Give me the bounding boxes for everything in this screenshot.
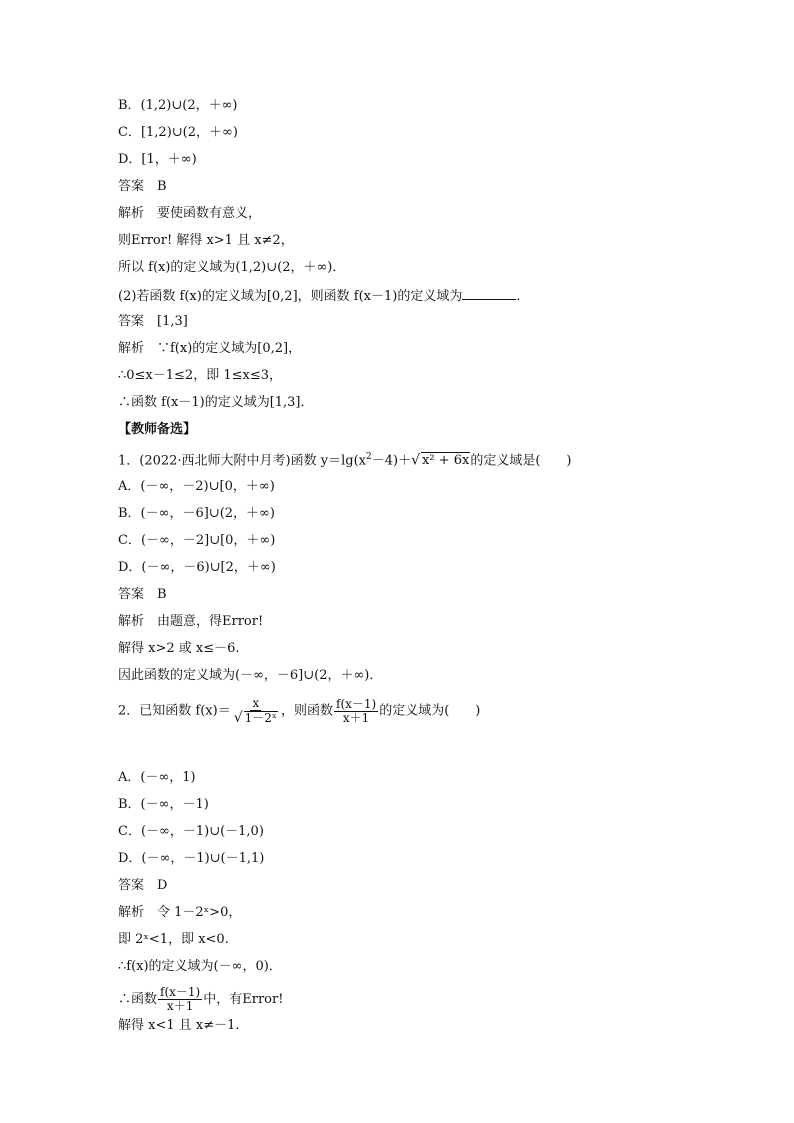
- option-d: D．[1，＋∞): [118, 152, 197, 167]
- question-2: [118, 287, 529, 305]
- analysis-text: ∴函数: [118, 992, 158, 1007]
- answer: 答案 [1,3]: [118, 314, 188, 329]
- problem-text: 2．已知函数 f(x)＝: [118, 703, 231, 719]
- analysis-line: 所以 f(x)的定义域为(1,2)∪(2，＋∞)．: [118, 260, 346, 275]
- denominator: x＋1: [166, 999, 194, 1013]
- numerator: f(x－1): [336, 696, 377, 711]
- analysis: 解析 要使函数有意义，: [118, 206, 262, 221]
- problem-2: [118, 697, 480, 725]
- analysis-line: 解得 x<1 且 x≠－1.: [118, 1018, 240, 1033]
- sqrt-sign: √: [233, 710, 243, 726]
- denominator: x＋1: [342, 710, 370, 725]
- problem-text: 1．(2022·西北师大附中月考)函数 y＝lg(x: [118, 453, 366, 469]
- question-end: ．: [516, 289, 530, 304]
- answer: 答案 B: [118, 179, 167, 194]
- analysis-line: 即 2ˣ<1，即 x<0.: [118, 932, 229, 947]
- sqrt-sign: √: [411, 452, 420, 469]
- answer: 答案 B: [118, 587, 167, 602]
- option-d: D．(－∞，－6)∪[2，＋∞): [118, 560, 276, 575]
- analysis-line: ∴0≤x－1≤2，即 1≤x≤3，: [118, 368, 282, 383]
- denominator: [232, 711, 280, 725]
- fraction: [158, 986, 202, 1013]
- analysis-line: ∴函数 f(x－1)的定义域为[1,3]．: [118, 395, 314, 410]
- analysis: 解析 ∵f(x)的定义域为[0,2]，: [118, 341, 302, 356]
- option-c: C．[1,2)∪(2，＋∞): [118, 125, 238, 140]
- section-heading: 【教师备选】: [118, 422, 197, 437]
- analysis-line: 则Error! 解得 x>1 且 x≠2，: [118, 233, 294, 248]
- analysis-line: [118, 986, 283, 1013]
- fraction: [232, 697, 280, 725]
- option-d: D．(－∞，－1)∪(－1,1): [118, 851, 265, 866]
- option-a: A．(－∞，1): [118, 770, 196, 785]
- fraction: [334, 698, 378, 725]
- numerator: f(x－1): [160, 985, 201, 999]
- radicand: 1－2ˣ: [244, 711, 277, 725]
- problem-text: －4)＋: [371, 453, 412, 469]
- answer: 答案 D: [118, 878, 168, 893]
- problem-text: 的定义域是( ): [470, 453, 572, 469]
- analysis: 解析 令 1－2ˣ>0，: [118, 905, 242, 920]
- analysis-line: ∴f(x)的定义域为(－∞，0)．: [118, 959, 282, 974]
- option-c: C．(－∞，－2]∪[0，＋∞): [118, 533, 276, 548]
- analysis: 解析 由题意，得Error!: [118, 614, 264, 629]
- analysis-text: 中，有Error!: [203, 992, 284, 1007]
- answer-blank: [462, 287, 516, 300]
- option-b: B．(－∞，－6]∪(2，＋∞): [118, 506, 275, 521]
- option-b: B．(－∞，－1): [118, 797, 209, 812]
- superscript: 2: [366, 452, 372, 462]
- option-b: B．(1,2)∪(2，＋∞): [118, 98, 238, 113]
- analysis-line: 因此函数的定义域为(－∞，－6]∪(2，＋∞)．: [118, 668, 383, 683]
- option-c: C．(－∞，－1)∪(－1,0): [118, 824, 264, 839]
- numerator: x: [252, 696, 260, 710]
- problem-text: ，则函数: [280, 703, 333, 719]
- problem-text: 的定义域为( ): [379, 703, 481, 719]
- problem-1: [118, 449, 571, 469]
- question-text: (2)若函数 f(x)的定义域为[0,2]，则函数 f(x－1)的定义域为: [118, 289, 463, 304]
- radicand: x² + 6x: [422, 453, 470, 469]
- option-a: A．(－∞，－2)∪[0，＋∞): [118, 479, 275, 494]
- analysis-line: 解得 x>2 或 x≤－6.: [118, 641, 240, 656]
